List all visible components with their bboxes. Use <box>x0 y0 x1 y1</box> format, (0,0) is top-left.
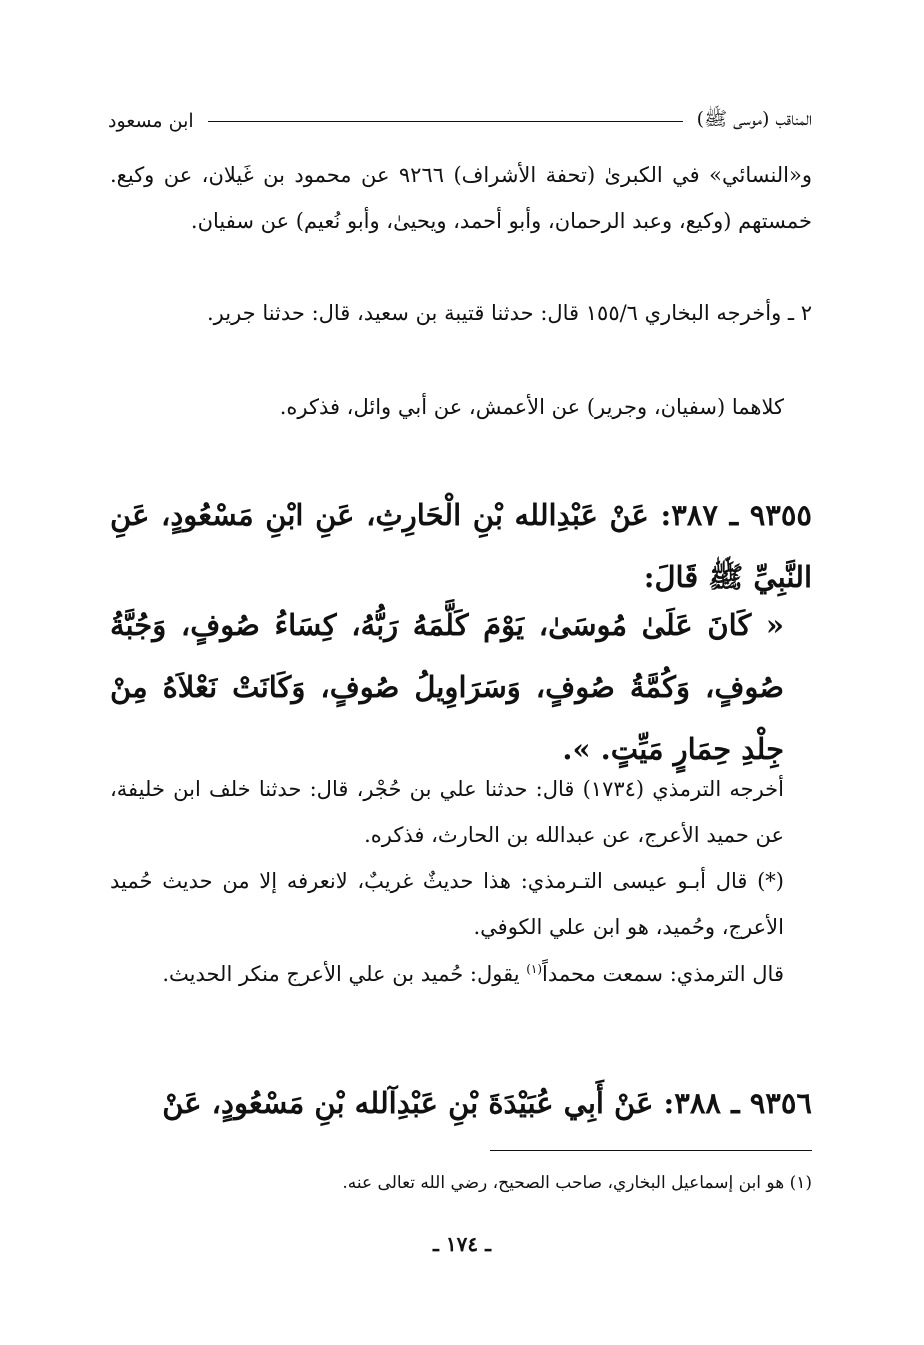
hadith-number: ٩٣٥٥ ـ ٣٨٧: <box>660 498 812 532</box>
header-chapter-title: المناقب (موسى ﷺ) <box>696 108 812 130</box>
hadith-9355 <box>110 484 812 608</box>
footnote: (١) هو ابن إسماعيل البخاري، صاحب الصحيح، رضي الله تعالى عنه. <box>342 1173 812 1193</box>
paragraph-bukhari: ٢ ـ وأخرجه البخاري ١٥٥/٦ قال: حدثنا قتيبة بن سعيد، قال: حدثنا جرير. <box>206 301 812 325</box>
hadith-text: عَنْ أَبِي عُبَيْدَةَ بْنِ عَبْدِآلله بْنِ مَسْعُودٍ، عَنْ <box>162 1086 654 1120</box>
paragraph-nasai: و«النسائي» في الكبرىٰ (تحفة الأشراف) ٩٢٦٦ عن محمود بن غَيلان، عن وكيع. خمستهم (وكيع، وعبد الرحمان، وأبو أحمد، ويحيىٰ، وأبو نُعيم) عن سفيان. <box>110 163 813 233</box>
header-rule <box>208 121 683 122</box>
hadith-9356 <box>110 1072 812 1134</box>
hadith-9355-matn: « كَانَ عَلَىٰ مُوسَىٰ، يَوْمَ كَلَّمَهُ رَبُّهُ، كِسَاءُ صُوفٍ، وَجُبَّةُ صُوفٍ، وَكُمَّةُ صُوفٍ، وَسَرَاوِيلُ صُوفٍ، وَكَانَتْ نَعْلاَهُ مِنْ جِلْدِ حِمَارٍ مَيِّتٍ. ». <box>110 608 785 766</box>
footnote-ref[interactable]: (١) <box>526 962 543 976</box>
paragraph-both: كلاهما (سفيان، وجرير) عن الأعمش، عن أبي وائل، فذكره. <box>279 395 784 419</box>
footnote-rule <box>490 1150 812 1151</box>
header-section-title: ابن مسعود <box>108 110 194 132</box>
tirmidhi-quote-before: قال الترمذي: سمعت محمداً <box>542 962 784 986</box>
tirmidhi-quote-after: يقول: حُميد بن علي الأعرج منكر الحديث. <box>162 962 527 986</box>
running-header <box>108 104 812 138</box>
hadith-number: ٩٣٥٦ ـ ٣٨٨: <box>663 1086 812 1120</box>
takhrij-tirmidhi: أخرجه الترمذي (١٧٣٤) قال: حدثنا علي بن حُجْر، قال: حدثنا خلف ابن خليفة، عن حميد الأعرج، عن عبدالله بن الحارث، فذكره. <box>110 777 785 847</box>
tirmidhi-quote <box>110 946 812 997</box>
page-number: ـ ١٧٤ ـ <box>433 1232 491 1256</box>
tirmidhi-comment: (*) قال أبـو عيسى التـرمذي: هذا حديثٌ غريبٌ، لانعرفه إلا من حديث حُميد الأعرج، وحُميد، هو ابن علي الكوفي. <box>110 869 784 939</box>
hadith-isnad: عَنْ عَبْدِالله بْنِ الْحَارِثِ، عَنِ ابْنِ مَسْعُودٍ، عَنِ النَّبِيِّ ﷺ قَالَ: <box>110 498 812 594</box>
